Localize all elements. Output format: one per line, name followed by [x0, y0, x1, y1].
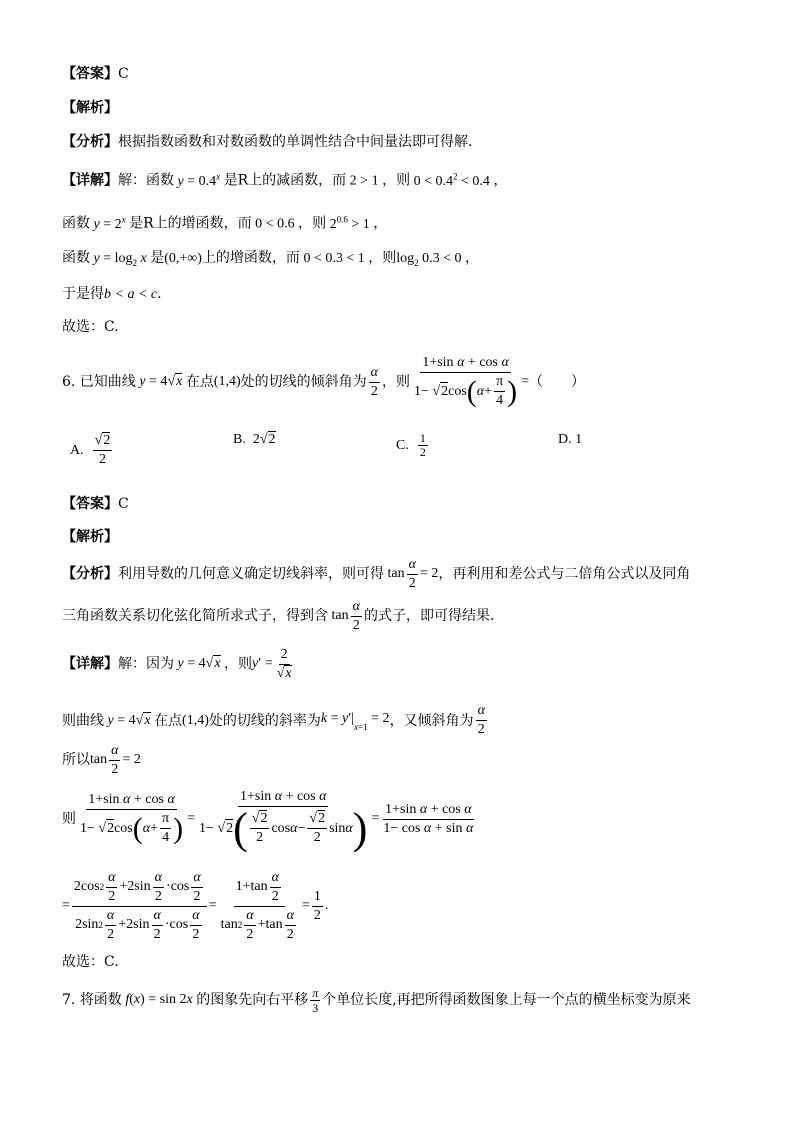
text: ，	[373, 215, 388, 232]
formula: =	[521, 374, 530, 389]
q6-fenxi-line-1	[62, 554, 690, 594]
formula: 1+tan $\frac{\alpha}{2}$ tan 2 $\frac{\alpha}{2}$ +tan $\frac{\alpha}{2}$	[220, 869, 294, 942]
answer-tag: 【答案】	[62, 496, 118, 512]
fenxi-text: 根据指数函数和对数函数的单调性结合中间量法即可得解.	[118, 134, 473, 150]
q6-analysis-tag	[62, 527, 118, 547]
option-label: B.	[233, 432, 246, 447]
formula: 2√2	[252, 432, 276, 447]
analysis-tag: 【解析】	[62, 529, 118, 545]
formula: $\frac{\alpha}{2}$	[370, 364, 379, 399]
q6-detail-line-2	[62, 699, 489, 743]
formula: $\frac{1}{2}$	[313, 888, 321, 923]
formula: 2 > 1	[346, 173, 383, 189]
q6-detail-line-1	[62, 642, 296, 686]
answer-value: C	[118, 496, 129, 512]
text: 是	[150, 250, 165, 266]
q6-equation-2	[62, 868, 328, 944]
formula: 0 < 0.3 < 1	[299, 251, 369, 266]
q6-detail-line-3	[62, 740, 141, 780]
formula: 1+sin α + cos α 1− √ 2 cos ( α + $\frac{\pi}{4}$ )	[414, 355, 518, 408]
formula: 2cos 2 $\frac{\alpha}{2}$ +2sin $\frac{\alpha}{2}$ ·cos $\frac{\alpha}{2}$ 2sin 2 $\frac{\alpha}{2}$ +2sin $\frac{\alpha}{2}$ ·cos $\frac{\alpha}{2}$	[72, 869, 207, 944]
q7-stem	[62, 980, 691, 1020]
text: （ ）	[529, 374, 586, 390]
text: 解：因为	[118, 656, 174, 672]
text: 已知曲线	[79, 374, 136, 390]
q6-choose	[62, 952, 119, 972]
text: 个单位长度,再把所得函数图象上每一个点的横坐标变为原来	[322, 992, 691, 1008]
formula: $\frac{1}{2}$	[419, 431, 426, 459]
formula: =	[187, 811, 196, 826]
formula: =	[208, 898, 217, 913]
formula: $\frac{\alpha}{2}$	[111, 742, 119, 777]
text: 故选：C.	[62, 954, 119, 970]
xiangjie-tag: 【详解】	[62, 656, 118, 672]
q6-fenxi-line-2	[62, 596, 494, 636]
text: 处的切线的斜率为	[208, 712, 321, 729]
q6-stem	[62, 352, 585, 412]
text: .	[157, 286, 162, 302]
q5-detail-line-1	[62, 166, 507, 192]
formula: f(x) = sin 2x	[125, 992, 193, 1007]
xiangjie-tag: 【详解】	[62, 172, 118, 189]
text: ，则	[298, 215, 327, 232]
text: 上的增函数，而	[201, 250, 300, 266]
text: 将函数	[79, 992, 122, 1008]
formula: tan	[328, 608, 349, 623]
formula: y = 4√x	[107, 712, 151, 728]
q5-detail-line-3	[62, 248, 479, 273]
formula: tan	[384, 566, 405, 581]
analysis-tag: 【解析】	[62, 100, 118, 116]
text: ，则	[382, 172, 411, 189]
formula: $\frac{√2}{2}$	[94, 433, 111, 467]
answer-value: C	[118, 66, 129, 82]
text: 在点	[154, 712, 183, 729]
formula: 0 < 0.6	[251, 216, 299, 232]
formula: tan	[90, 752, 108, 767]
text: 所以	[62, 752, 90, 768]
q5-analysis-tag	[62, 98, 118, 118]
text: 三角函数关系切化弦化简所求式子，得到含	[62, 608, 328, 624]
formula: $2^{0.6} > 1$	[326, 214, 374, 232]
formula: $y = \log_2 x$	[93, 251, 147, 268]
text: 解：函数	[118, 172, 174, 189]
text: 则曲线	[62, 712, 104, 729]
formula: y = 4√x	[177, 656, 221, 671]
formula: $\log_2 0.3 < 0$	[396, 251, 466, 268]
fenxi-tag: 【分析】	[62, 566, 118, 582]
text: ，则	[224, 656, 253, 672]
option-label: C.	[396, 437, 409, 453]
text: 是R上的增函数，而	[129, 215, 252, 232]
formula: $\frac{\alpha}{2}$	[352, 598, 360, 633]
formula: (0,+∞)	[164, 251, 202, 266]
text: ，	[465, 250, 480, 266]
text: ，又倾斜角为	[389, 712, 474, 729]
formula: = 2	[122, 752, 141, 767]
text: 函数	[62, 215, 90, 232]
option-c[interactable]	[396, 432, 430, 459]
formula: (1,4)	[182, 712, 209, 728]
formula: $y = 2^x$	[93, 214, 126, 232]
question-number: 6.	[62, 374, 76, 390]
option-label: D.	[558, 432, 572, 447]
q6-answer-line	[62, 494, 129, 514]
formula: $y = 0.4^x$	[177, 171, 221, 189]
text: 于是得	[62, 286, 104, 302]
formula: y′ =	[252, 656, 273, 671]
q5-detail-line-4	[62, 284, 162, 305]
answer-tag: 【答案】	[62, 66, 118, 82]
formula: .	[324, 898, 329, 913]
formula: = 2	[419, 566, 439, 581]
formula: $\frac{\pi}{3}$	[312, 985, 319, 1015]
text: ，再利用和差公式与二倍角公式以及同角	[438, 566, 691, 582]
formula: =	[301, 898, 310, 913]
formula: 1+sin α + cos α 1− √ 2 cos ( α + $\frac{\pi}{4}$ )	[80, 792, 184, 845]
formula: $\frac{\alpha}{2}$	[408, 556, 416, 591]
text: 的式子，即可得结果.	[363, 608, 495, 624]
formula: $k = y'|_{x=1} = 2$	[320, 711, 390, 732]
text: 故选：C.	[62, 319, 119, 335]
q5-detail-line-2	[62, 209, 387, 235]
text: 的图象先向右平移	[196, 992, 309, 1008]
text: ，则	[382, 374, 411, 390]
fenxi-tag: 【分析】	[62, 134, 118, 150]
formula: $0 < 0.4^2 < 0.4$	[410, 171, 494, 189]
text: 是R上的减函数，而	[223, 172, 347, 189]
option-a[interactable]	[70, 432, 114, 469]
formula: $\frac{\text{1+sin α + cos α}}{\text{1− cos α + sin α}}$	[383, 801, 474, 836]
option-b[interactable]	[233, 432, 276, 448]
formula: $\frac{\alpha}{2}$	[477, 703, 485, 738]
text: 利用导数的几何意义确定切线斜率，则可得	[118, 566, 384, 582]
text: ，则	[368, 250, 397, 266]
formula: =	[371, 811, 380, 826]
text: 函数	[62, 250, 90, 266]
q5-answer-line	[62, 64, 129, 84]
question-number: 7.	[62, 992, 76, 1008]
text: ，	[493, 172, 508, 189]
text: 在点	[185, 374, 214, 390]
option-text: 1	[575, 432, 583, 447]
text: 则	[62, 811, 76, 827]
formula: =	[62, 898, 70, 913]
formula: (1,4)	[213, 374, 241, 389]
option-label: A.	[70, 442, 84, 458]
q5-choose	[62, 317, 119, 337]
formula: 1+sin α + cos α 1− √ 2 ( $\frac{√2}{2}$ cos α − $\frac{√2}{2}$ sin α )	[199, 788, 368, 853]
formula: y = 4√x	[139, 374, 183, 389]
text: 处的切线的倾斜角为	[240, 374, 367, 390]
option-d[interactable]	[558, 432, 582, 448]
q5-fenxi-line	[62, 132, 472, 152]
formula: b < a < c	[104, 287, 158, 302]
formula: $\frac{2}{√x}$	[276, 646, 292, 681]
q6-equation-1	[62, 784, 477, 854]
